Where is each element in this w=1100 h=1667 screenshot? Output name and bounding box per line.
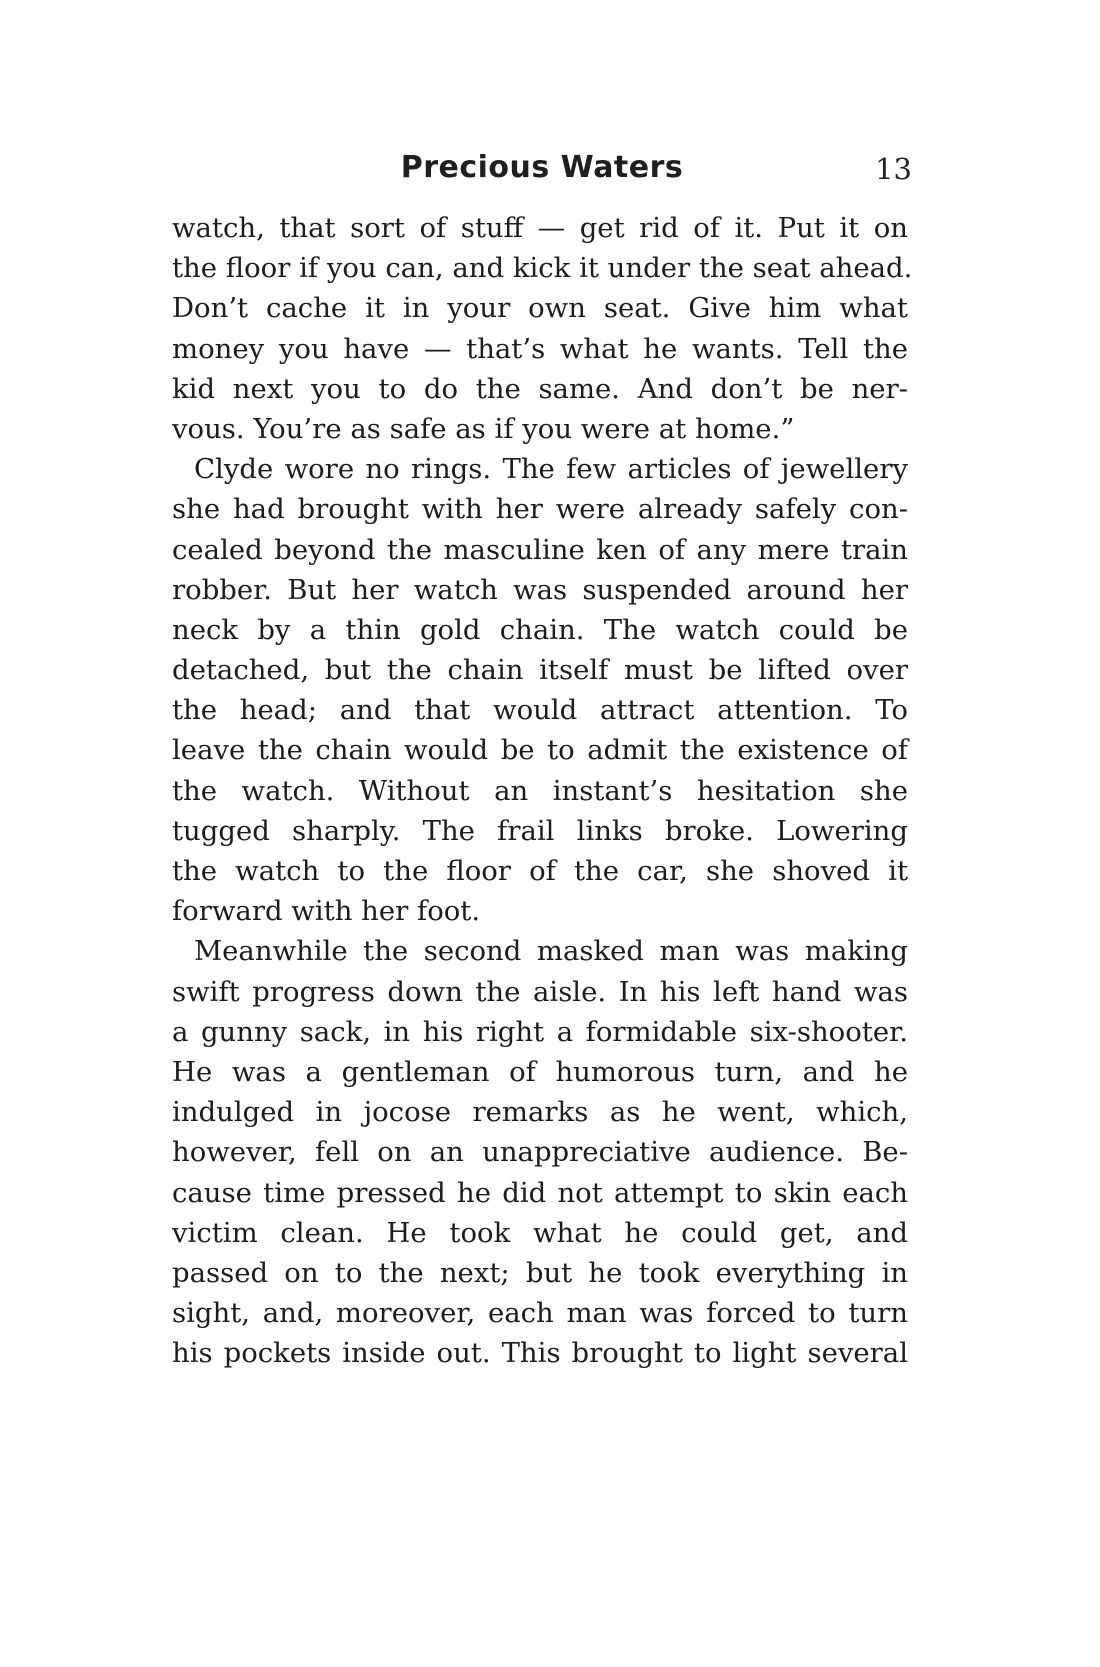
paragraph-1 bbox=[172, 208, 913, 449]
text-line: leave the chain would be to admit the existence of bbox=[172, 734, 908, 767]
text-line: sight, and, moreover, each man was forced to turn bbox=[172, 1297, 908, 1330]
text-line: Meanwhile the second masked man was making bbox=[194, 935, 908, 968]
text-line: the head; and that would attract attention. To bbox=[172, 694, 908, 727]
text-line: the floor if you can, and kick it under the seat ahead. bbox=[172, 252, 913, 285]
paragraph-3 bbox=[172, 931, 908, 1373]
text-line: cause time pressed he did not attempt to skin each bbox=[172, 1176, 908, 1209]
text-line: however, fell on an unappreciative audience. Be- bbox=[172, 1136, 908, 1169]
text-line: indulged in jocose remarks as he went, which, bbox=[172, 1096, 908, 1129]
text-line: Clyde wore no rings. The few articles of jewellery bbox=[194, 453, 908, 486]
running-title: Precious Waters bbox=[400, 150, 684, 185]
text-line: tugged sharply. The frail links broke. Lowering bbox=[172, 814, 908, 847]
text-line: neck by a thin gold chain. The watch could be bbox=[172, 613, 908, 646]
text-line: victim clean. He took what he could get, and bbox=[172, 1216, 908, 1249]
text-line: passed on to the next; but he took everything in bbox=[172, 1256, 908, 1289]
text-line: swift progress down the aisle. In his left hand was bbox=[172, 975, 908, 1008]
text-line: forward with her foot. bbox=[172, 895, 481, 928]
paragraph-2 bbox=[172, 449, 908, 931]
text-line: the watch to the floor of the car, she shoved it bbox=[172, 855, 908, 887]
text-line: a gunny sack, in his right a formidable six-shooter. bbox=[172, 1015, 908, 1048]
text-line: vous. You’re as safe as if you were at home.” bbox=[172, 412, 795, 445]
running-head bbox=[172, 150, 912, 194]
text-line: He was a gentleman of humorous turn, and he bbox=[172, 1055, 908, 1088]
page-number: 13 bbox=[875, 152, 912, 186]
text-line: Don’t cache it in your own seat. Give him what bbox=[172, 292, 908, 325]
text-line: his pockets inside out. This brought to light several bbox=[172, 1337, 908, 1370]
text-line: she had brought with her were already safely con- bbox=[172, 493, 908, 526]
body-text bbox=[172, 208, 913, 1373]
text-line: money you have — that’s what he wants. Tell the bbox=[172, 332, 908, 365]
text-line: robber. But her watch was suspended around her bbox=[172, 573, 908, 606]
text-line: watch, that sort of stuff — get rid of it. Put it on bbox=[172, 212, 908, 244]
text-line: detached, but the chain itself must be lifted over bbox=[172, 654, 908, 687]
text-line: cealed beyond the masculine ken of any mere train bbox=[172, 533, 908, 566]
text-line: kid next you to do the same. And don’t be ner- bbox=[172, 372, 908, 405]
text-line: the watch. Without an instant’s hesitation she bbox=[172, 774, 908, 807]
